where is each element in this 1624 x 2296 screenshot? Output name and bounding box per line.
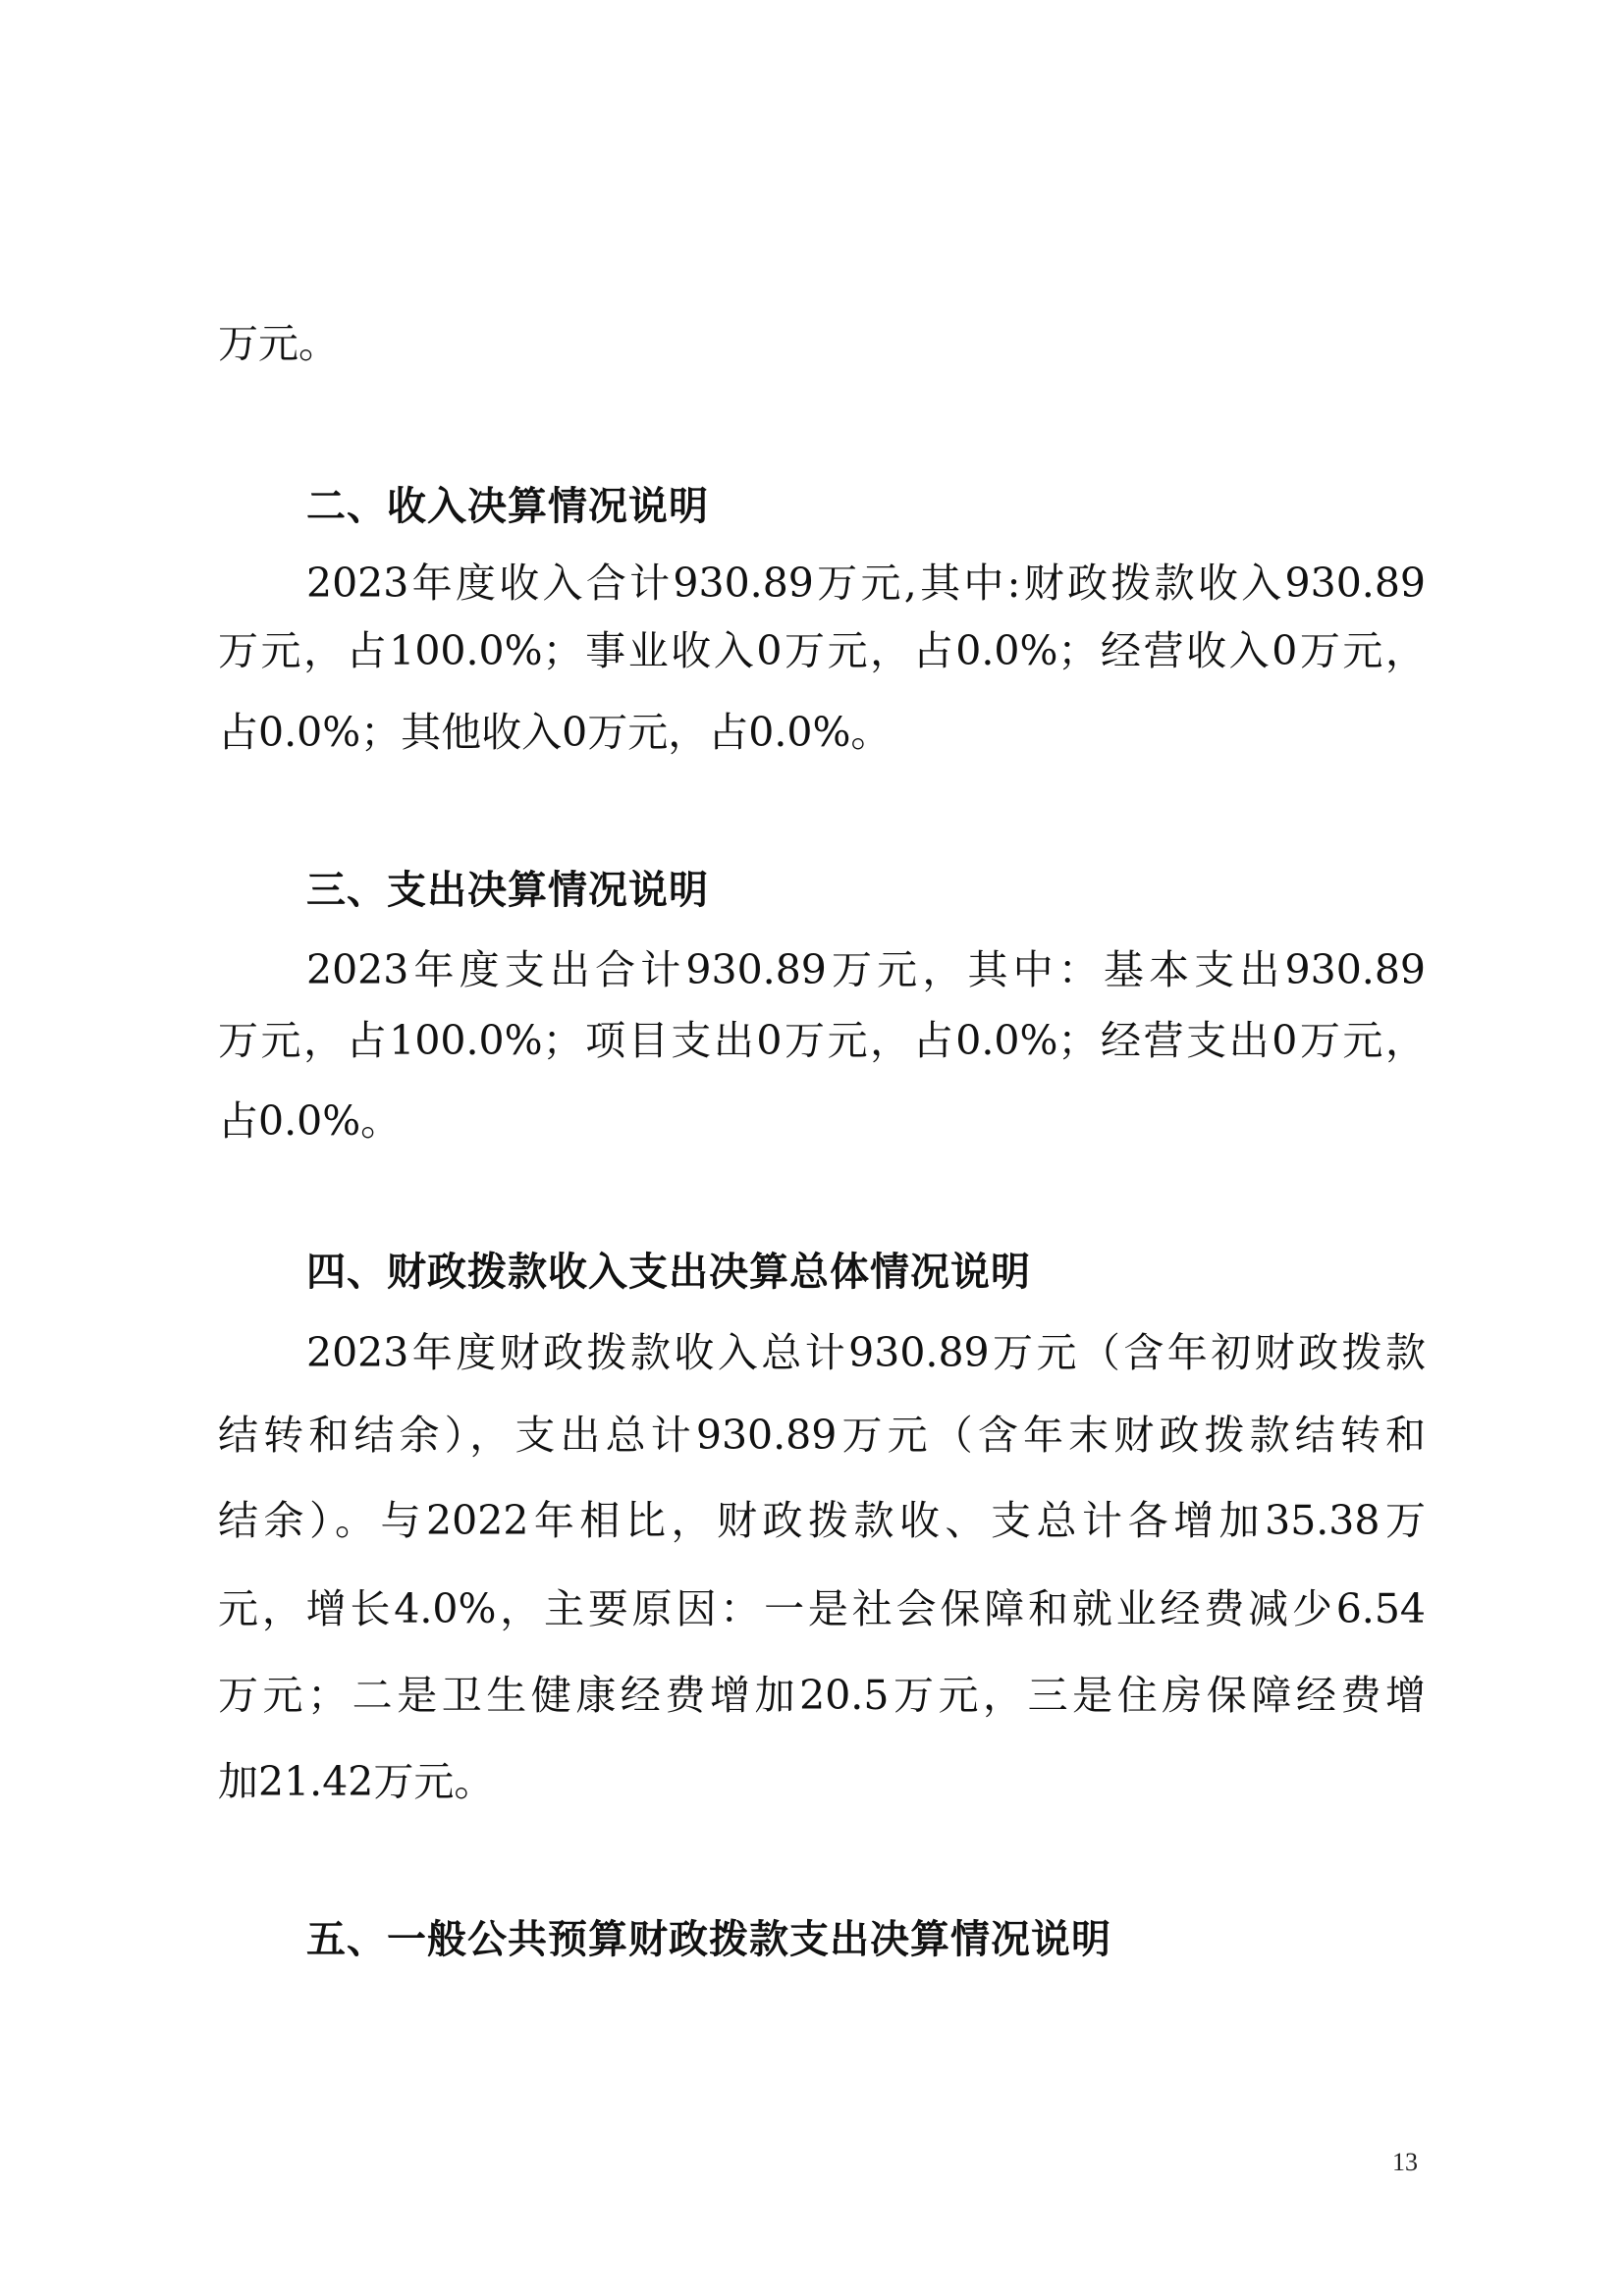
section-heading-general-budget: 五、一般公共预算财政拨款支出决算情况说明 [306,1917,1111,1962]
section-heading-fiscal-overview: 四、财政拨款收入支出决算总体情况说明 [306,1250,1031,1295]
page-number: 13 [1392,2148,1418,2176]
paragraph-line: 元，增长4.0%，主要原因：一是社会保障和就业经费减少6.54 [218,1585,1426,1632]
paragraph-line: 加21.42万元。 [218,1758,495,1805]
paragraph-line: 结余）。与2022年相比，财政拨款收、支总计各增加35.38万 [218,1497,1426,1544]
paragraph-line: 万元，占100.0%；项目支出0万元，占0.0%；经营支出0万元， [218,1017,1426,1064]
paragraph-line: 2023年度收入合计930.89万元,其中:财政拨款收入930.89 [306,560,1426,607]
paragraph-line: 2023年度支出合计930.89万元，其中：基本支出930.89 [306,946,1426,993]
paragraph-line: 2023年度财政拨款收入总计930.89万元（含年初财政拨款 [306,1329,1426,1376]
paragraph-line: 占0.0%；其他收入0万元，占0.0%。 [218,709,892,756]
section-heading-income: 二、收入决算情况说明 [306,484,709,529]
paragraph-line: 结转和结余），支出总计930.89万元（含年末财政拨款结转和 [218,1412,1426,1459]
carryover-text: 万元。 [218,320,339,367]
paragraph-line: 占0.0%。 [218,1097,402,1145]
paragraph-line: 万元；二是卫生健康经费增加20.5万元，三是住房保障经费增 [218,1672,1426,1719]
paragraph-line: 万元，占100.0%；事业收入0万元，占0.0%；经营收入0万元， [218,627,1426,674]
section-heading-expenditure: 三、支出决算情况说明 [306,868,709,913]
